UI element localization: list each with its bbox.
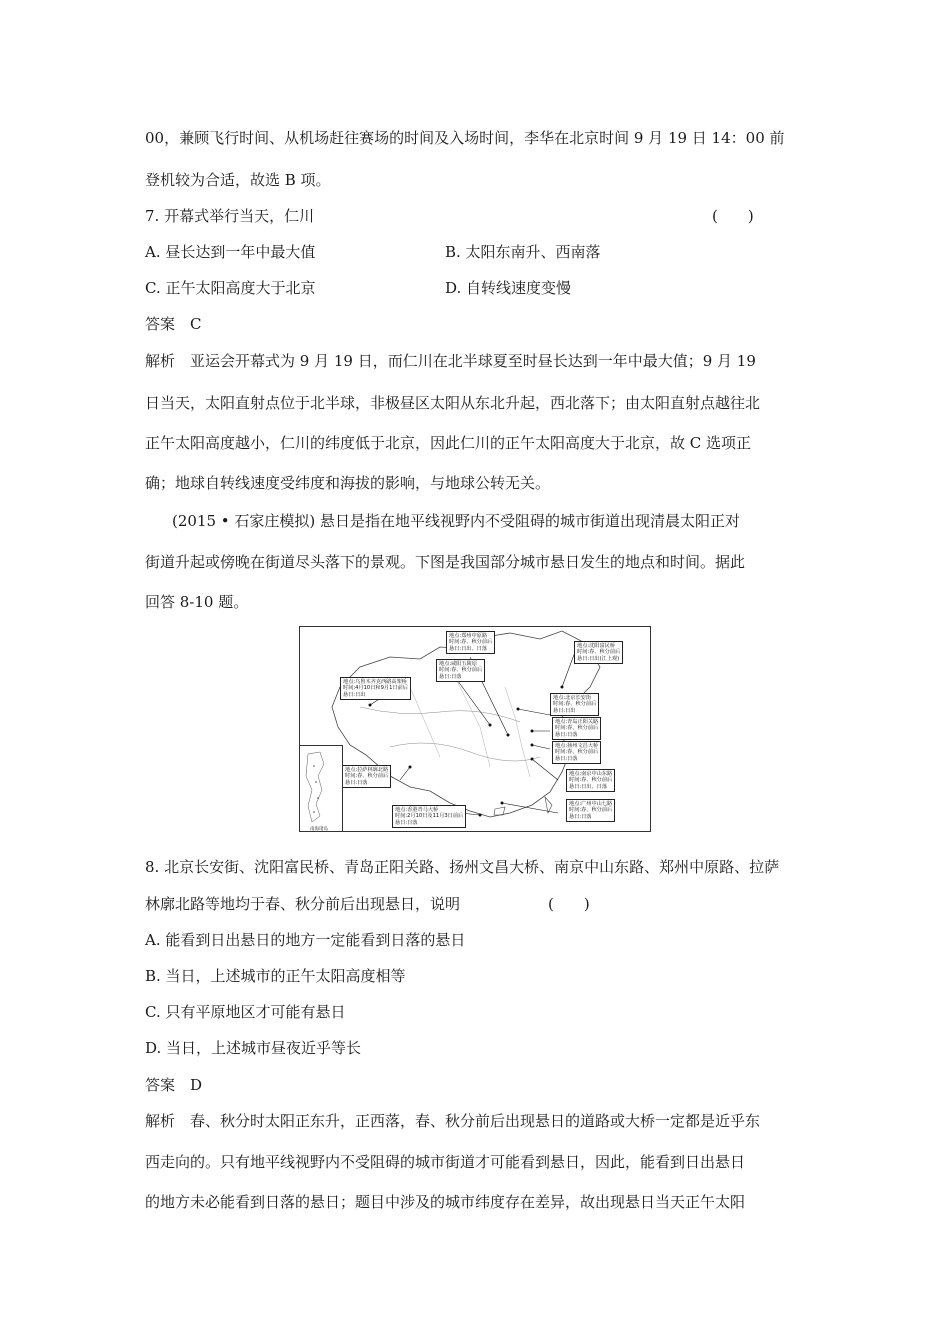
map-label-hongkong: 地点:香港青马大桥 时间:2月10日及11月3日前后 悬日:日落 [392,805,466,828]
answer-bracket: ( ) [548,895,590,913]
explanation-line: 解析 亚运会开幕式为 9 月 19 日，而仁川在北半球夏至时昼长达到一年中最大值；9 月 19 [145,352,756,370]
paragraph-line: 00，兼顾飞行时间、从机场赶往赛场的时间及入场时间，李华在北京时间 9 月 19 日 14：00 前 [145,129,785,147]
explanation-line: 解析 春、秋分时太阳正东升，正西落，春、秋分前后出现悬日的道路或大桥一定都是近乎东 [145,1112,761,1130]
option-d: D. 自转线速度变慢 [445,279,572,297]
answer-label: 答案 D [145,1076,203,1094]
answer-bracket: ( ) [712,207,754,225]
question-7-stem: 7. 开幕式举行当天，仁川 [145,207,315,225]
map-label-xianyang: 地点:咸阳五陵原 时间:春、秋分前后 悬日:日落 [436,659,485,682]
option-d: D. 当日，上述城市昼夜近乎等长 [145,1039,362,1057]
explanation-line: 日当天，太阳直射点位于北半球，非极昼区太阳从东北升起，西北落下；由太阳直射点越往北 [145,394,761,412]
map-label-urumqi: 地点:乌鲁木齐克西路高架桥 时间:4月10日和9月1日前后 悬日:日出 [340,677,411,700]
option-a: A. 昼长达到一年中最大值 [145,243,316,261]
map-label-nanjing: 地点:南京中山东路 时间:春、秋分前后 悬日:日出、日落 [566,769,615,792]
paragraph-line: 登机较为合适，故选 B 项。 [145,171,331,189]
explanation-line: 西走向的。只有地平线视野内不受阻碍的城市街道才可能看到悬日，因此，能看到日出悬日 [145,1153,746,1171]
intro-line: 回答 8-10 题。 [145,593,249,611]
question-8-stem: 林廓北路等地均于春、秋分前后出现悬日，说明 [145,895,461,913]
answer-label: 答案 C [145,315,202,333]
map-label-yangzhou: 地点:扬州文昌大桥 时间:春、秋分前后 悬日:日落 [552,741,601,764]
option-b: B. 太阳东南升、西南落 [445,243,601,261]
intro-line: 街道升起或傍晚在街道尽头落下的景观。下图是我国部分城市悬日发生的地点和时间。据此 [145,553,746,571]
map-label-zhengzhou: 地点:郑州中原路 时间:春、秋分前后 悬日:日出、日落 [446,631,495,654]
explanation-line: 的地方未必能看到日落的悬日；题目中涉及的城市纬度存在差异，故出现悬日当天正午太阳 [145,1193,746,1211]
option-a: A. 能看到日出悬日的地方一定能看到日落的悬日 [145,931,466,949]
map-label-shenyang: 地点:沈阳富民桥 时间:春、秋分前后 悬日:日出(江上观) [574,641,623,664]
intro-line: (2015 • 石家庄模拟) 悬日是指在地平线视野内不受阻碍的城市街道出现清晨太阳正对 [172,512,741,530]
explanation-line: 确；地球自转线速度受纬度和海拔的影响，与地球公转无关。 [145,474,551,492]
option-c: C. 正午太阳高度大于北京 [145,279,316,297]
inset-caption: 南海诸岛 [310,827,328,832]
map-label-guangzhou: 地点:广州中山七路 时间:春、秋分前后 悬日:日落 [566,799,615,822]
map-label-beijing: 地点:北京长安街 时间:春、秋分前后 悬日:日出 [550,693,599,716]
option-b: B. 当日，上述城市的正午太阳高度相等 [145,967,406,985]
explanation-line: 正午太阳高度越小，仁川的纬度低于北京，因此仁川的正午太阳高度大于北京，故 C 选项正 [145,434,752,452]
map-label-lhasa: 地点:拉萨林廓北路 时间:春、秋分前后 悬日:日落 [342,765,391,788]
south-china-sea-inset [300,745,343,832]
question-8-stem: 8. 北京长安街、沈阳富民桥、青岛正阳关路、扬州文昌大桥、南京中山东路、郑州中原路、拉萨 [145,858,780,876]
map-label-qingdao: 地点:青岛正阳关路 时间:春、秋分前后 悬日:日落 [552,717,601,740]
china-map-figure [299,626,651,832]
option-c: C. 只有平原地区才可能有悬日 [145,1003,346,1021]
